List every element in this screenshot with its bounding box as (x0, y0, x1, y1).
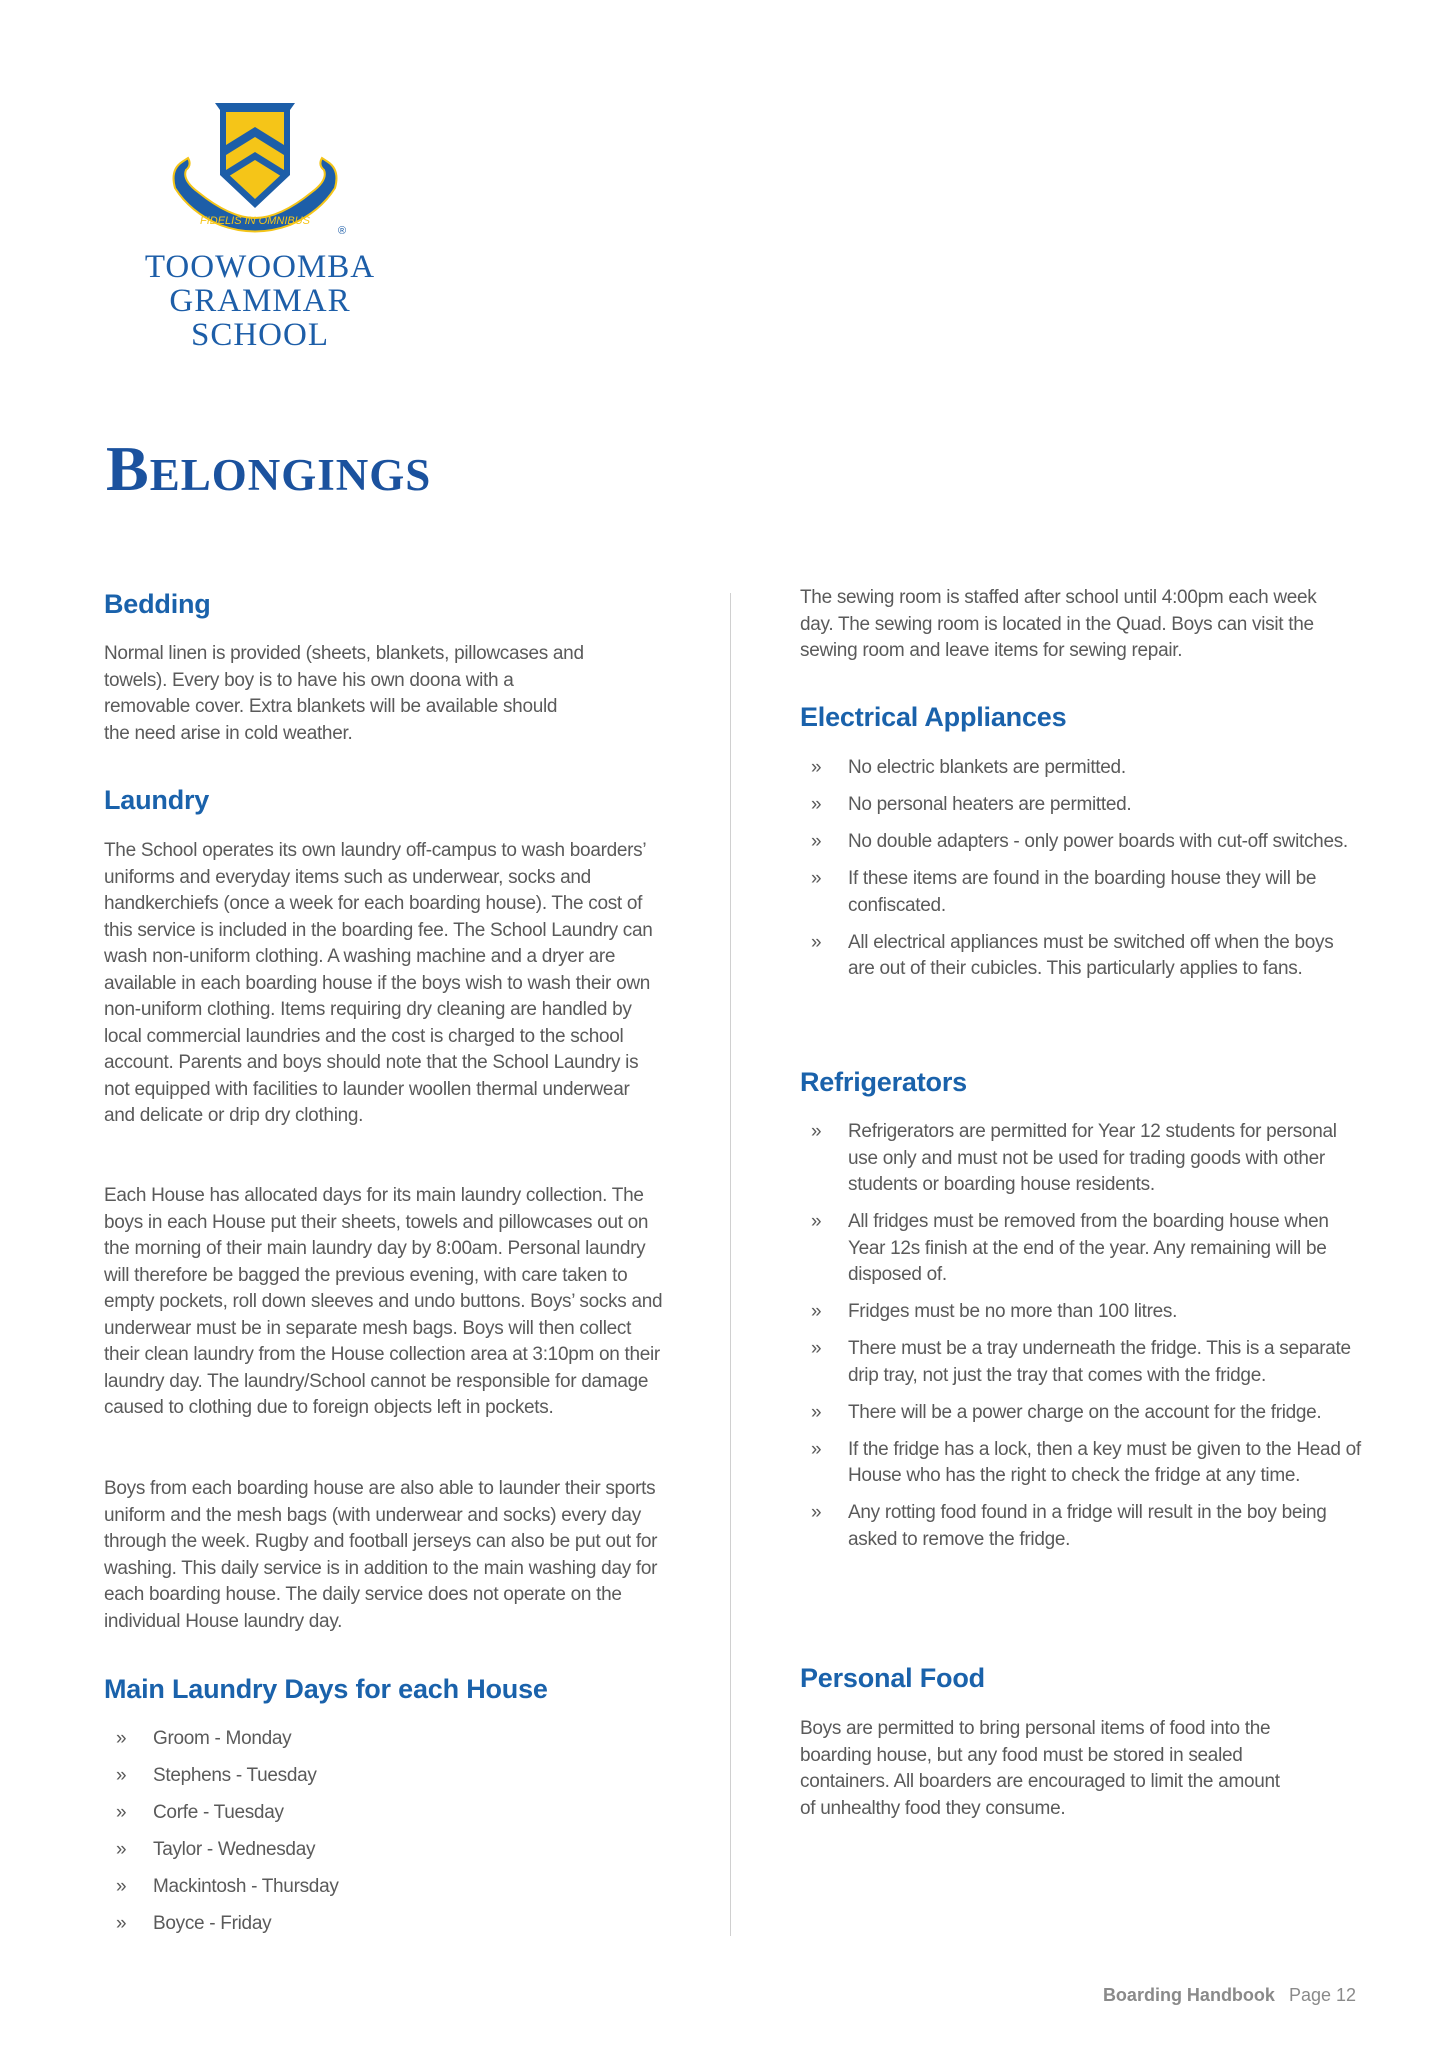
list-item: » There will be a power charge on the account for the fridge. (811, 1401, 1322, 1423)
electrical-list (811, 755, 1348, 993)
footer-title: Boarding Handbook (1102, 1985, 1275, 2005)
list-item: » No personal heaters are permitted. (811, 794, 1132, 815)
list-item: » Fridges must be no more than 100 litres. (811, 1301, 1178, 1322)
laundry-paragraph-3: Boys from each boarding house are also able to launder their sports uniform and the mesh bags (with underwear and socks) every day through the week. Rugby and football jerseys can also be put out for washing. This daily service is in addition to the main washing day for each boarding house. The daily service does not operate on the individual House laundry day. (104, 1478, 658, 1632)
school-name (104, 250, 416, 352)
list-item: » Any rotting food found in a fridge will result in the boy being asked to remove the fridge. (811, 1502, 1327, 1550)
school-name-line1: TOOWOOMBA (144, 249, 376, 285)
school-name-line2: GRAMMAR SCHOOL (169, 283, 351, 353)
page-number: Page 12 (1288, 1985, 1356, 2005)
laundry-paragraph-1: The School operates its own laundry off-campus to wash boarders’ uniforms and everyday items such as underwear, socks and handkerchiefs (once a week for each boarding house). The cost of this service is included in the boarding fee. The School Laundry can wash non-uniform clothing. A washing machine and a dryer are available in each boarding house if the boys wish to wash their own non-uniform clothing. Items requiring dry cleaning are handled by local commercial laundries and the cost is charged to the school account. Parents and boys should note that the School Laundry is not equipped with facilities to launder woollen thermal underwear and delicate or drip dry clothing. (104, 840, 653, 1126)
refrigerators-heading: Refrigerators (800, 1067, 967, 1097)
list-item: » Taylor - Wednesday (116, 1839, 316, 1860)
school-crest (160, 100, 360, 250)
list-item: » There must be a tray underneath the fridge. This is a separate drip tray, not just the tray that comes with the fridge. (811, 1338, 1351, 1386)
list-item: » All electrical appliances must be switched off when the boys are out of their cubicles. This particularly applies to fans. (811, 931, 1334, 979)
list-item: » All fridges must be removed from the boarding house when Year 12s finish at the end of the year. Any remaining will be disposed of. (811, 1211, 1329, 1285)
list-item: » No electric blankets are permitted. (811, 757, 1126, 778)
electrical-heading: Electrical Appliances (800, 702, 1067, 732)
list-item: » Corfe - Tuesday (116, 1802, 284, 1823)
refrigerators-list (811, 1119, 1368, 1564)
laundry-heading: Laundry (104, 785, 210, 815)
bedding-text: Normal linen is provided (sheets, blankets, pillowcases and towels). Every boy is to have his own doona with a removable cover. Extra blankets will be available should the need arise in cold weather. (104, 643, 584, 744)
personal-food-heading: Personal Food (800, 1663, 985, 1693)
list-item: » Groom - Monday (116, 1728, 292, 1749)
page-footer (1103, 1985, 1356, 2006)
page-title: Belongings (106, 433, 432, 504)
laundry-days-list (116, 1726, 653, 1948)
personal-food-text: Boys are permitted to bring personal items of food into the boarding house, but any food must be stored in sealed containers. All boarders are encouraged to limit the amount of unhealthy food they consume. (800, 1718, 1280, 1819)
laundry-days-heading: Main Laundry Days for each House (104, 1674, 548, 1704)
column-divider (730, 593, 731, 1936)
sewing-text: The sewing room is staffed after school until 4:00pm each week day. The sewing room is located in the Quad. Boys can visit the sewing room and leave items for sewing repair. (800, 587, 1317, 661)
list-item: » Boyce - Friday (116, 1913, 272, 1934)
laundry-paragraph-2: Each House has allocated days for its main laundry collection. The boys in each House put their sheets, towels and pillowcases out on the morning of their main laundry day by 8:00am. Personal laundry will therefore be bagged the previous evening, with care taken to empty pockets, roll down sleeves and undo buttons. Boys’ socks and underwear must be in separate mesh bags. Boys will then collect their clean laundry from the House collection area at 3:10pm on their laundry day. The laundry/School cannot be responsible for damage caused to clothing due to foreign objects left in pockets. (104, 1185, 663, 1418)
motto: FIDELIS IN OMNIBUS (199, 215, 311, 227)
list-item: » Mackintosh - Thursday (116, 1876, 339, 1897)
svg-text:®: ® (338, 225, 347, 237)
list-item: » If these items are found in the boarding house they will be confiscated. (811, 868, 1317, 916)
list-item: » Stephens - Tuesday (116, 1765, 317, 1786)
bedding-heading: Bedding (104, 589, 211, 619)
list-item: » No double adapters - only power boards with cut-off switches. (811, 831, 1348, 852)
list-item: » If the fridge has a lock, then a key must be given to the Head of House who has the right to check the fridge at any time. (811, 1438, 1361, 1486)
list-item: » Refrigerators are permitted for Year 12 students for personal use only and must not be used for trading goods with other students or boarding house residents. (811, 1121, 1337, 1195)
